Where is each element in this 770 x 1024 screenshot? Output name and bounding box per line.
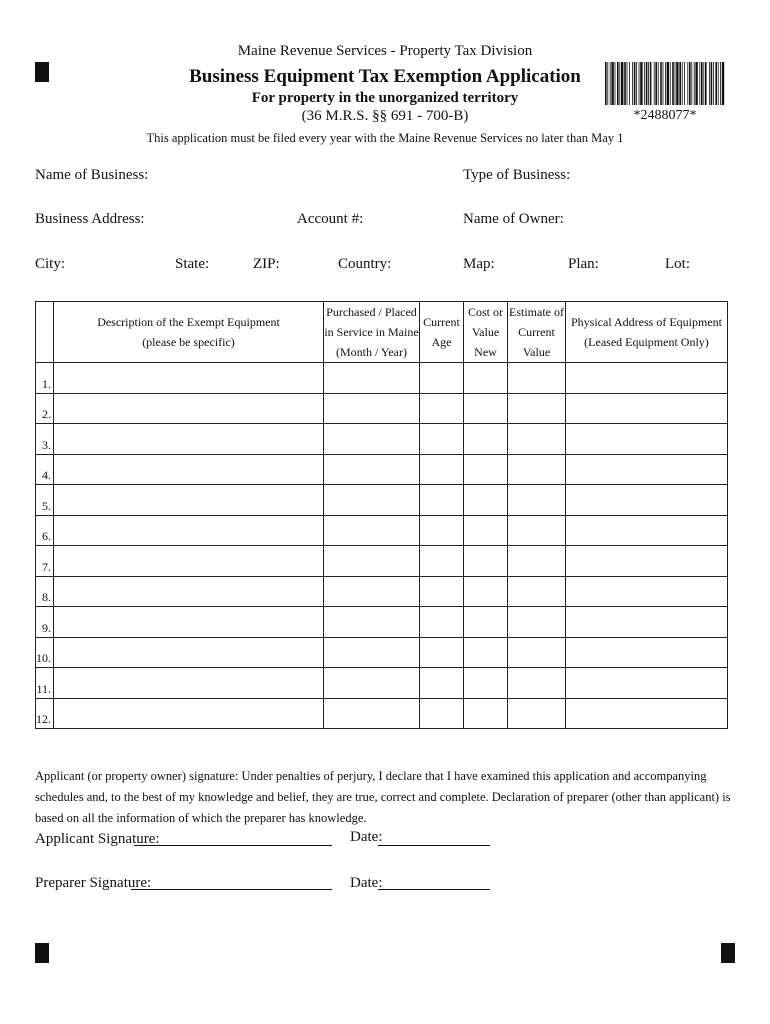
physical-address-cell[interactable] — [566, 424, 728, 455]
certification-statement: Applicant (or property owner) signature: Under penalties of perjury, I declare that I have examined this application and accompanying schedules and, to the best of my knowledge and belief, they are true, correct and complete. Declaration of preparer (other than applicant) is based on all the information of which the preparer has knowledge. — [35, 769, 731, 825]
agency-name: Maine Revenue Services - Property Tax Division — [237, 43, 533, 59]
description-header: Description of the Exempt Equipment (please be specific) — [54, 302, 324, 363]
row-number: 3. — [36, 424, 54, 455]
barcode-bar — [632, 62, 633, 105]
current-age-cell[interactable] — [420, 668, 464, 699]
barcode-bar — [636, 62, 637, 105]
purchased-date-cell[interactable] — [324, 485, 420, 516]
barcode-bar — [617, 62, 619, 105]
purchased-date-cell[interactable] — [324, 637, 420, 668]
purchased-date-cell[interactable] — [324, 454, 420, 485]
current-age-cell[interactable] — [420, 424, 464, 455]
barcode-bar — [663, 62, 664, 105]
current-age-cell[interactable] — [420, 515, 464, 546]
barcode-bar — [689, 62, 691, 105]
barcode-bar — [691, 62, 692, 105]
barcode-bar — [655, 62, 657, 105]
description-cell[interactable] — [54, 485, 324, 516]
state-label: State: — [175, 256, 210, 272]
applicant-date-label: Date: — [350, 829, 383, 845]
barcode-bar — [705, 62, 707, 105]
barcode-bar — [629, 62, 630, 105]
barcode-bar — [687, 62, 688, 105]
cost-new-cell[interactable] — [464, 607, 508, 638]
table-header-row — [36, 302, 728, 363]
current-age-cell[interactable] — [420, 698, 464, 729]
barcode-bar — [650, 62, 652, 105]
cost-new-cell[interactable] — [464, 576, 508, 607]
barcode-bar — [695, 62, 697, 105]
barcode-bar — [675, 62, 676, 105]
barcode-bar — [644, 62, 645, 105]
current-age-cell[interactable] — [420, 607, 464, 638]
current-value-cell[interactable] — [508, 546, 566, 577]
current-value-cell[interactable] — [508, 393, 566, 424]
physical-address-cell[interactable] — [566, 637, 728, 668]
barcode-bar — [627, 62, 628, 105]
barcode-bar — [701, 62, 703, 105]
applicant-signature-field[interactable] — [134, 845, 332, 846]
form-subtitle: For property in the unorganized territory — [251, 90, 519, 106]
table-row — [36, 637, 728, 668]
barcode-bar — [709, 62, 710, 105]
current-age-cell[interactable] — [420, 485, 464, 516]
current-value-cell[interactable] — [508, 607, 566, 638]
row-number: 2. — [36, 393, 54, 424]
purchased-date-cell[interactable] — [324, 363, 420, 394]
table-row — [36, 363, 728, 394]
cost-new-cell[interactable] — [464, 698, 508, 729]
barcode-bar — [610, 62, 611, 105]
barcode-bar — [711, 62, 713, 105]
physical-address-cell[interactable] — [566, 485, 728, 516]
barcode-bar — [624, 62, 626, 105]
barcode-bar — [670, 62, 671, 105]
description-cell[interactable] — [54, 424, 324, 455]
registration-mark-bottom-left — [35, 943, 49, 963]
current-value-cell[interactable] — [508, 668, 566, 699]
row-number: 6. — [36, 515, 54, 546]
preparer-signature-field[interactable] — [131, 889, 332, 890]
table-row — [36, 576, 728, 607]
current-age-cell[interactable] — [420, 546, 464, 577]
table-row — [36, 454, 728, 485]
preparer-date-label: Date: — [350, 875, 383, 891]
barcode-bar — [615, 62, 616, 105]
row-number: 11. — [36, 668, 54, 699]
row-number: 10. — [36, 637, 54, 668]
row-number: 8. — [36, 576, 54, 607]
physical-address-cell[interactable] — [566, 576, 728, 607]
table-row — [36, 668, 728, 699]
purchased-date-cell[interactable] — [324, 668, 420, 699]
barcode-bar — [658, 62, 659, 105]
barcode-bar — [607, 62, 608, 105]
type-of-business-label: Type of Business: — [463, 167, 571, 183]
purchased-date-header: Purchased / Placed in Service in Maine (Month / Year) — [324, 302, 420, 363]
purchased-date-cell[interactable] — [324, 576, 420, 607]
form-title: Business Equipment Tax Exemption Application — [189, 66, 581, 87]
physical-address-header: Physical Address of Equipment (Leased Equipment Only) — [566, 302, 728, 363]
barcode-bar — [715, 62, 717, 105]
cost-new-cell[interactable] — [464, 515, 508, 546]
business-address-label: Business Address: — [35, 211, 145, 227]
current-value-cell[interactable] — [508, 424, 566, 455]
preparer-date-field[interactable] — [378, 889, 490, 890]
row-number: 5. — [36, 485, 54, 516]
physical-address-cell[interactable] — [566, 607, 728, 638]
barcode-bar — [640, 62, 642, 105]
current-value-cell[interactable] — [508, 637, 566, 668]
current-value-cell[interactable] — [508, 454, 566, 485]
barcode-bar — [660, 62, 662, 105]
cost-new-cell[interactable] — [464, 668, 508, 699]
barcode-bar — [679, 62, 681, 105]
applicant-signature-label: Applicant Signature: — [35, 831, 160, 847]
current-age-cell[interactable] — [420, 454, 464, 485]
filing-deadline-note: This application must be filed every year with the Maine Revenue Services no later than May 1 — [146, 131, 624, 145]
applicant-date-field[interactable] — [378, 845, 490, 846]
purchased-date-cell[interactable] — [324, 607, 420, 638]
description-cell[interactable] — [54, 393, 324, 424]
barcode-bar — [718, 62, 719, 105]
barcode-bar — [682, 62, 683, 105]
plan-label: Plan: — [568, 256, 599, 272]
cost-new-cell[interactable] — [464, 546, 508, 577]
map-label: Map: — [463, 256, 495, 272]
current-age-cell[interactable] — [420, 393, 464, 424]
purchased-date-cell[interactable] — [324, 424, 420, 455]
barcode-bar — [684, 62, 685, 105]
current-value-cell[interactable] — [508, 363, 566, 394]
account-number-label: Account #: — [297, 211, 364, 227]
zip-label: ZIP: — [253, 256, 280, 272]
row-number: 1. — [36, 363, 54, 394]
physical-address-cell[interactable] — [566, 363, 728, 394]
current-value-cell[interactable] — [508, 485, 566, 516]
purchased-date-cell[interactable] — [324, 515, 420, 546]
barcode-bar — [665, 62, 666, 105]
description-cell[interactable] — [54, 576, 324, 607]
table-row — [36, 546, 728, 577]
physical-address-cell[interactable] — [566, 546, 728, 577]
cost-new-cell[interactable] — [464, 424, 508, 455]
current-value-cell[interactable] — [508, 515, 566, 546]
purchased-date-cell[interactable] — [324, 698, 420, 729]
table-row — [36, 393, 728, 424]
current-value-cell[interactable] — [508, 698, 566, 729]
description-cell[interactable] — [54, 363, 324, 394]
barcode-bar — [694, 62, 695, 105]
cost-new-cell[interactable] — [464, 485, 508, 516]
barcode-bar — [720, 62, 721, 105]
description-cell[interactable] — [54, 637, 324, 668]
country-label: Country: — [338, 256, 392, 272]
equipment-table — [35, 301, 728, 729]
preparer-signature-label: Preparer Signature: — [35, 875, 152, 891]
barcode-bar — [672, 62, 674, 105]
barcode-bar — [621, 62, 623, 105]
physical-address-cell[interactable] — [566, 515, 728, 546]
physical-address-cell[interactable] — [566, 668, 728, 699]
table-row — [36, 607, 728, 638]
barcode-bar — [605, 62, 607, 105]
cost-new-header: Cost or Value New — [464, 302, 508, 363]
current-age-cell[interactable] — [420, 637, 464, 668]
description-cell[interactable] — [54, 546, 324, 577]
barcode-bar — [699, 62, 700, 105]
row-number-header — [36, 302, 54, 363]
physical-address-cell[interactable] — [566, 454, 728, 485]
name-of-owner-label: Name of Owner: — [463, 211, 564, 227]
row-number: 9. — [36, 607, 54, 638]
table-row — [36, 485, 728, 516]
barcode-bar — [654, 62, 655, 105]
barcode-image — [605, 62, 725, 105]
registration-mark-bottom-right — [721, 943, 735, 963]
current-value-cell[interactable] — [508, 576, 566, 607]
barcode-bar — [667, 62, 669, 105]
current-age-cell[interactable] — [420, 363, 464, 394]
barcode-bar — [676, 62, 678, 105]
barcode-bar — [619, 62, 620, 105]
barcode-bar — [703, 62, 704, 105]
description-cell[interactable] — [54, 698, 324, 729]
description-cell[interactable] — [54, 607, 324, 638]
current-age-header: Current Age — [420, 302, 464, 363]
description-cell[interactable] — [54, 515, 324, 546]
row-number: 7. — [36, 546, 54, 577]
barcode-bar — [646, 62, 648, 105]
current-age-cell[interactable] — [420, 576, 464, 607]
physical-address-cell[interactable] — [566, 698, 728, 729]
statute-reference: (36 M.R.S. §§ 691 - 700-B) — [301, 108, 469, 124]
name-of-business-label: Name of Business: — [35, 167, 149, 183]
table-row — [36, 698, 728, 729]
purchased-date-cell[interactable] — [324, 393, 420, 424]
description-cell[interactable] — [54, 668, 324, 699]
barcode-bar — [611, 62, 613, 105]
current-value-header: Estimate of Current Value — [508, 302, 566, 363]
purchased-date-cell[interactable] — [324, 546, 420, 577]
barcode-bar — [722, 62, 724, 105]
row-number: 4. — [36, 454, 54, 485]
table-row — [36, 515, 728, 546]
barcode-bar — [639, 62, 640, 105]
cost-new-cell[interactable] — [464, 393, 508, 424]
table-row — [36, 424, 728, 455]
barcode-number: *2488077* — [633, 108, 697, 123]
barcode-bar — [648, 62, 649, 105]
lot-label: Lot: — [665, 256, 690, 272]
cost-new-cell[interactable] — [464, 637, 508, 668]
row-number: 12. — [36, 698, 54, 729]
cost-new-cell[interactable] — [464, 454, 508, 485]
physical-address-cell[interactable] — [566, 393, 728, 424]
city-label: City: — [35, 256, 66, 272]
cost-new-cell[interactable] — [464, 363, 508, 394]
barcode-bar — [713, 62, 714, 105]
barcode-bar — [634, 62, 636, 105]
description-cell[interactable] — [54, 454, 324, 485]
